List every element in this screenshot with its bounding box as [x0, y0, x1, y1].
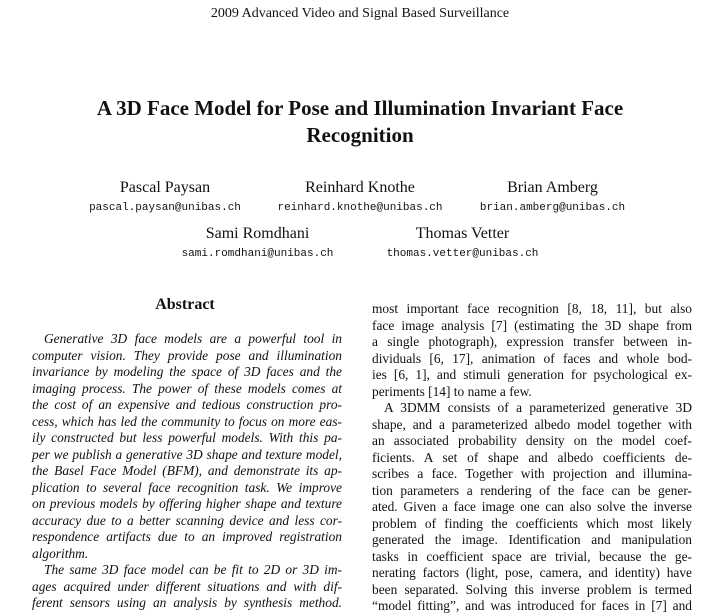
- text-line: problem of finding the coefficients which most likely: [372, 515, 692, 531]
- text-line: ficients. A set of shape and albedo coefficients de-: [372, 449, 692, 465]
- author-name: Brian Amberg: [507, 179, 598, 196]
- author-block: [470, 178, 635, 216]
- text-line: nerating factors (light, pose, camera, and identity) have: [372, 565, 692, 580]
- text-line: an associated probability density on the model coef-: [372, 433, 692, 448]
- text-line: The same 3D face model can be fit to 2D or 3D im-: [44, 562, 342, 577]
- author-email[interactable]: reinhard.knothe@unibas.ch: [277, 202, 443, 214]
- text-line: a single photograph), expression transfer between in-: [372, 334, 692, 349]
- text-line: tasks in coefficient space are trivial, because the ge-: [372, 548, 692, 564]
- abstract-text: [32, 331, 342, 612]
- text-line: ages acquired under different situations and with dif-: [32, 578, 342, 594]
- text-line: respondence artifacts due to an improved registration: [32, 529, 342, 544]
- author-name: Thomas Vetter: [415, 225, 510, 242]
- text-line: cess, which has led the community to focus on more eas-: [32, 413, 342, 429]
- text-line: dividuals [6, 17], animation of faces and whole bod-: [372, 350, 692, 366]
- text-line: Generative 3D face models are a powerful tool in: [44, 331, 342, 346]
- author-email[interactable]: brian.amberg@unibas.ch: [479, 202, 626, 214]
- author-block: [170, 224, 345, 262]
- text-line: scribes a face. Together with projection and illumina-: [372, 466, 692, 481]
- text-line: algorithm.: [32, 545, 89, 561]
- text-line: most important face recognition [8, 18, 11], but also: [372, 301, 692, 316]
- text-line: invariance by modeling the space of 3D faces and the: [32, 364, 342, 379]
- author-block: [80, 178, 250, 216]
- text-line: shape, and a parameterized albedo model together with: [372, 416, 692, 432]
- author-name: Pascal Paysan: [119, 179, 211, 196]
- author-email[interactable]: sami.romdhani@unibas.ch: [181, 248, 334, 260]
- text-line: generated the image. Identification and manipulation: [372, 532, 692, 547]
- author-email[interactable]: pascal.paysan@unibas.ch: [89, 202, 241, 214]
- text-line: on previous models by offering higher shape and texture: [32, 496, 342, 511]
- text-line: plication to several face recognition task. We improve: [32, 479, 342, 495]
- author-block: [260, 178, 460, 216]
- author-name: Sami Romdhani: [205, 225, 310, 242]
- text-line: been separated. Solving this inverse problem is termed: [372, 581, 692, 597]
- conference-header: 2009 Advanced Video and Signal Based Surveillance: [210, 6, 510, 21]
- body-text: [372, 301, 692, 615]
- text-line: A 3DMM consists of a parameterized generative 3D: [384, 400, 692, 415]
- abstract-heading: Abstract: [155, 296, 215, 313]
- text-line: face image analysis [7] (estimating the 3D shape from: [372, 317, 692, 333]
- author-block: [375, 224, 550, 262]
- author-name: Reinhard Knothe: [305, 179, 415, 196]
- text-line: ily constructed but less powerful models. With this pa-: [32, 430, 342, 445]
- text-line: the cost of an expensive and tedious construction pro-: [32, 397, 342, 412]
- author-email[interactable]: thomas.vetter@unibas.ch: [386, 248, 539, 260]
- text-line: the Basel Face Model (BFM), and demonstrate its ap-: [32, 463, 342, 478]
- text-line: imaging process. The power of these models comes at: [32, 380, 342, 396]
- text-line: tion parameters a rendering of the face can be gener-: [372, 482, 692, 498]
- title-line: Recognition: [306, 123, 414, 147]
- text-line: per we publish a generative 3D shape and texture model,: [32, 446, 342, 462]
- text-line: “model fitting”, and was introduced for faces in [7] and: [372, 598, 692, 613]
- text-line: ies [6, 1], and stimuli generation for psychological ex-: [372, 367, 692, 382]
- paper-title: [40, 95, 680, 149]
- text-line: ated. Given a face image one can also solve the inverse: [372, 499, 692, 514]
- text-line: accuracy due to a better scanning device and less cor-: [32, 512, 342, 528]
- title-line: A 3D Face Model for Pose and Illumination Invariant Face: [96, 96, 624, 120]
- text-line: ferent sensors using an analysis by synthesis method.: [32, 595, 342, 610]
- text-line: periments [14] to name a few.: [372, 383, 532, 399]
- text-line: computer vision. They provide pose and illumination: [32, 347, 342, 363]
